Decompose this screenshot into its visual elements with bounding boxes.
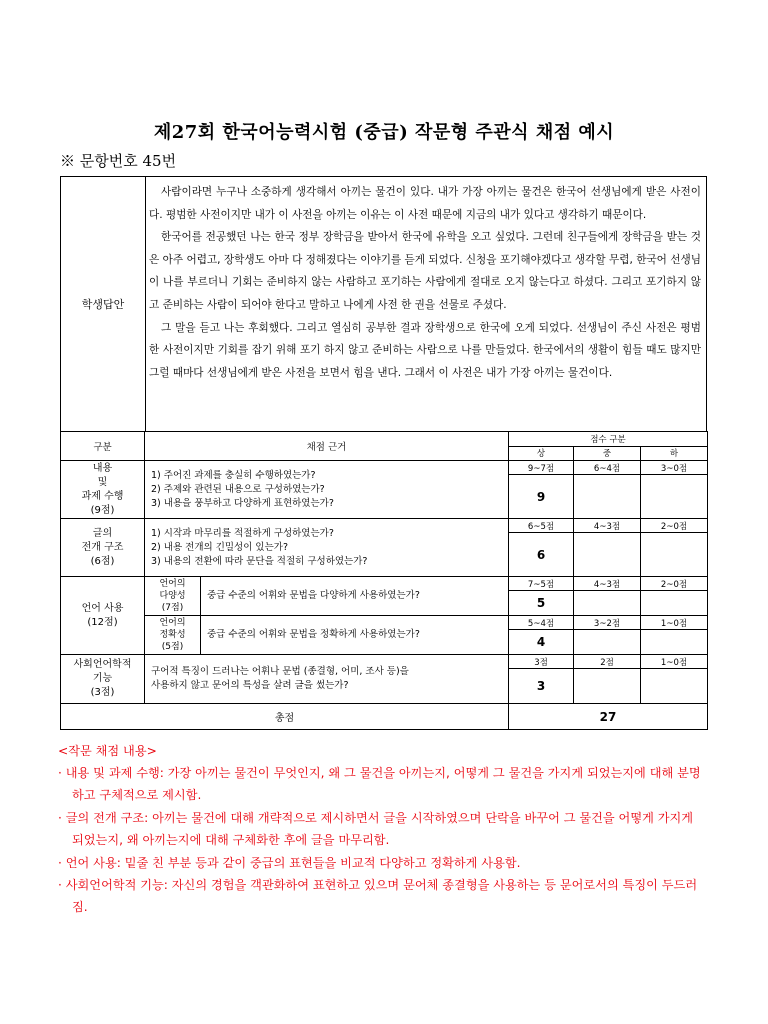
- header-score: 점수 구분: [509, 432, 708, 447]
- note-item: · 언어 사용: 밑줄 친 부분 등과 같이 중급의 표현들을 비교적 다양하고 정확하게 사용함.: [58, 855, 521, 870]
- criteria-social: 구어적 특징이 드러나는 어휘나 문법 (종결형, 어미, 조사 등)을 사용하지 않고 문어의 특성을 살려 글을 썼는가?: [145, 655, 509, 704]
- category-social: 사회언어학적 기능 (3점): [61, 655, 145, 704]
- header-criteria: 채점 근거: [145, 432, 509, 461]
- range-cell: 2~0점: [641, 577, 708, 591]
- range-cell: 1~0점: [641, 655, 708, 669]
- score-cell: 3: [509, 669, 574, 704]
- total-label: 총점: [61, 704, 509, 730]
- category-content: 내용 및 과제 수행 (9점): [61, 461, 145, 519]
- range-cell: 9~7점: [509, 461, 574, 475]
- scoring-table: [60, 431, 708, 730]
- range-cell: 4~3점: [574, 519, 641, 533]
- range-cell: 3~2점: [574, 616, 641, 630]
- range-cell: 2~0점: [641, 519, 708, 533]
- level-low: 하: [641, 446, 708, 461]
- student-answer-box: [60, 176, 707, 431]
- score-cell: 4: [509, 630, 574, 655]
- criteria-structure: 1) 시작과 마무리를 적절하게 구성하였는가? 2) 내용 전개의 긴밀성이 있는가? 3) 내용의 전환에 따라 문단을 적절히 구성하였는가?: [145, 519, 509, 577]
- range-cell: 2점: [574, 655, 641, 669]
- range-cell: 7~5점: [509, 577, 574, 591]
- student-answer-label: 학생답안: [61, 177, 146, 431]
- page-title: 제27회 한국어능력시험 (중급) 작문형 주관식 채점 예시: [153, 122, 615, 143]
- answer-paragraph: 그 말을 듣고 나는 후회했다. 그리고 열심히 공부한 결과 장학생으로 한국에 오게 되었다. 선생님이 주신 사전은 평범한 사전이지만 기회를 잡기 위해 포기 하지 않고 준비하는 사람으로 나를 만들었다. 한국에서의 생활이 힘들 때도 많지만 그럴 때마다 선생님에게 받은 사전을 보면서 힘을 낸다. 그래서 이 사전은 내가 가장 아끼는 물건이다.: [149, 321, 701, 379]
- header-category: 구분: [61, 432, 145, 461]
- range-cell: 3~0점: [641, 461, 708, 475]
- question-number: ※ 문항번호 45번: [60, 152, 177, 170]
- category-language: 언어 사용 (12점): [61, 577, 145, 655]
- answer-paragraph: 한국어를 전공했던 나는 한국 정부 장학금을 받아서 한국에 유학을 오고 싶었다. 그런데 친구들에게 장학금을 받는 것은 아주 어렵고, 장학생도 아마 다 정해졌다는 이야기를 듣게 되었다. 신청을 포기해야겠다고 생각할 무렵, 한국어 선생님이 나를 부르더니 기회는 준비하지 않는 사람하고 포기하는 사람에게 절대로 오지 않는다고 하셨다. 그리고 포기하지 않고 준비하는 사람이 되어야 한다고 말하고 나에게 사전 한 권을 선물로 주셨다.: [149, 231, 701, 311]
- range-cell: 5~4점: [509, 616, 574, 630]
- range-cell: 4~3점: [574, 577, 641, 591]
- score-cell: 6: [509, 533, 574, 577]
- category-structure: 글의 전개 구조 (6점): [61, 519, 145, 577]
- score-cell: 5: [509, 591, 574, 616]
- range-cell: 1~0점: [641, 616, 708, 630]
- score-cell: 9: [509, 475, 574, 519]
- answer-paragraph: 사람이라면 누구나 소중하게 생각해서 아끼는 물건이 있다. 내가 가장 아끼는 물건은 한국어 선생님에게 받은 사전이다. 평범한 사전이지만 내가 이 사전을 아끼는 이유는 이 사전 때문에 지금의 내가 있다고 생각하기 때문이다.: [149, 186, 701, 221]
- note-item: · 글의 전개 구조: 아끼는 물건에 대해 개략적으로 제시하면서 글을 시작하였으며 단락을 바꾸어 그 물건을 어떻게 가지게 되었는지, 왜 아끼는지에 대해 구체화한 후에 글을 마무리함.: [58, 810, 694, 848]
- range-cell: 6~5점: [509, 519, 574, 533]
- grading-notes: [58, 740, 708, 919]
- sub-diversity: 언어의 다양성 (7점): [145, 577, 201, 616]
- criteria-accuracy: 중급 수준의 어휘와 문법을 정확하게 사용하였는가?: [201, 616, 509, 655]
- criteria-diversity: 중급 수준의 어휘와 문법을 다양하게 사용하였는가?: [201, 577, 509, 616]
- level-high: 상: [509, 446, 574, 461]
- sub-accuracy: 언어의 정확성 (5점): [145, 616, 201, 655]
- level-mid: 중: [574, 446, 641, 461]
- range-cell: 6~4점: [574, 461, 641, 475]
- criteria-content: 1) 주어진 과제를 충실히 수행하였는가? 2) 주제와 관련된 내용으로 구성하였는가? 3) 내용을 풍부하고 다양하게 표현하였는가?: [145, 461, 509, 519]
- total-score: 27: [509, 704, 708, 730]
- student-answer-text: [149, 181, 701, 384]
- notes-heading: <작문 채점 내용>: [58, 744, 157, 758]
- note-item: · 사회언어학적 기능: 자신의 경험을 객관화하여 표현하고 있으며 문어체 종결형을 사용하는 등 문어로서의 특징이 두드러짐.: [58, 878, 698, 915]
- note-item: · 내용 및 과제 수행: 가장 아끼는 물건이 무엇인지, 왜 그 물건을 아끼는지, 어떻게 그 물건을 가지게 되었는지에 대해 분명하고 구체적으로 제시함.: [58, 766, 701, 803]
- range-cell: 3점: [509, 655, 574, 669]
